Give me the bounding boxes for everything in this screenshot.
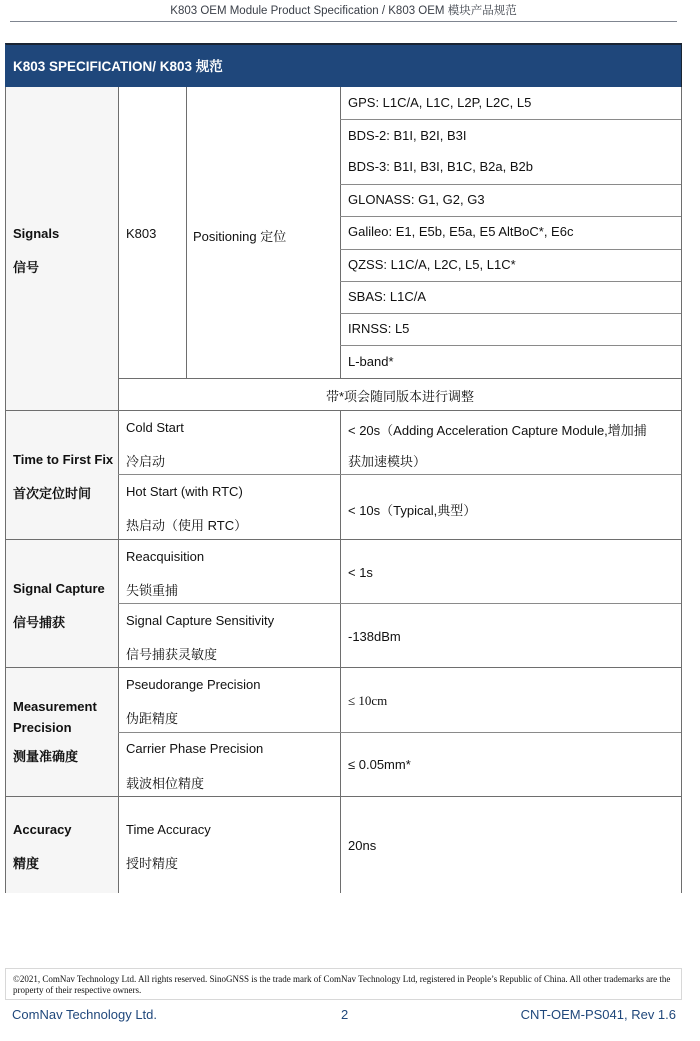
ttff-category-zh: 首次定位时间 [13, 486, 92, 501]
accuracy-category-en: Accuracy [13, 822, 72, 837]
section-divider [5, 410, 682, 411]
reacq-value: < 1s [348, 565, 373, 580]
reacq-label-en: Reacquisition [126, 549, 205, 564]
signals-function: Positioning 定位 [193, 229, 287, 244]
hline [340, 119, 681, 120]
footer-page-number: 2 [341, 1007, 349, 1022]
table-title-bar [5, 43, 682, 87]
page-header [10, 0, 677, 22]
disclaimer-text: ©2021, ComNav Technology Ltd. All rights reserved. SinoGNSS is the trade mark of ComNav Technology Ltd, registered in People’s Republic of China. All other trademarks are the property of their respective owners. [13, 974, 671, 995]
sensitivity-label-en: Signal Capture Sensitivity [126, 613, 275, 628]
divider-col3-signals [340, 87, 341, 378]
cold-start-label-en: Cold Start [126, 420, 184, 435]
time-accuracy-label-zh: 授时精度 [126, 856, 179, 871]
pseudorange-label-zh: 伪距精度 [126, 711, 179, 726]
time-accuracy-value: 20ns [348, 838, 377, 853]
footer-doc-id: CNT-OEM-PS041, Rev 1.6 [520, 1007, 676, 1022]
hot-start-label-zh: 热启动（使用 RTC） [126, 518, 248, 533]
cold-start-value-line2: 获加速模块） [348, 454, 427, 469]
sensitivity-value: -138dBm [348, 629, 401, 644]
capture-category-zh: 信号捕获 [13, 615, 66, 630]
page-header-title: K803 OEM Module Product Specification / K803 OEM 模块产品规范 [170, 5, 517, 17]
signals-model: K803 [126, 226, 157, 241]
signal-item-glonass: GLONASS: G1, G2, G3 [348, 192, 485, 207]
signals-note: 带*项会随同版本进行调整 [325, 389, 475, 404]
hline [118, 378, 681, 379]
signals-category-zh: 信号 [13, 260, 40, 275]
carrier-label-zh: 载波相位精度 [126, 776, 205, 791]
pseudorange-label-en: Pseudorange Precision [126, 677, 261, 692]
pseudorange-value: ≤ 10cm [348, 693, 388, 708]
border-right [681, 87, 682, 893]
capture-category-en: Signal Capture [13, 581, 105, 596]
signal-item-gps: GPS: L1C/A, L1C, L2P, L2C, L5 [348, 95, 532, 110]
signal-item-lband: L-band* [348, 354, 394, 369]
border-left [5, 87, 6, 893]
cold-start-value-line1: < 20s（Adding Acceleration Capture Module,增加捕 [348, 423, 647, 438]
cold-start-label-zh: 冷启动 [126, 454, 166, 469]
ttff-category-en: Time to First Fix [13, 452, 114, 467]
precision-category-en-2: Precision [13, 720, 72, 735]
hline [340, 345, 681, 346]
time-accuracy-label-en: Time Accuracy [126, 822, 211, 837]
page-footer [12, 1003, 676, 1025]
carrier-label-en: Carrier Phase Precision [126, 741, 264, 756]
hline [340, 216, 681, 217]
precision-category-en-1: Measurement [13, 699, 97, 714]
section-divider [5, 796, 682, 797]
signal-item-irnss: IRNSS: L5 [348, 321, 410, 336]
signals-category-en: Signals [13, 226, 60, 241]
accuracy-category-zh: 精度 [13, 856, 40, 871]
section-divider [5, 539, 682, 540]
signal-item-bds3: BDS-3: B1I, B3I, B1C, B2a, B2b [348, 159, 533, 174]
hline [118, 474, 681, 475]
carrier-value: ≤ 0.05mm* [348, 757, 411, 772]
hline [340, 313, 681, 314]
signal-item-bds2: BDS-2: B1I, B2I, B3I [348, 128, 467, 143]
section-divider [5, 667, 682, 668]
footer-company: ComNav Technology Ltd. [12, 1007, 158, 1022]
precision-category-zh: 测量准确度 [13, 749, 79, 764]
divider-col1 [118, 87, 119, 893]
sensitivity-label-zh: 信号捕获灵敏度 [126, 647, 218, 662]
hline [118, 732, 681, 733]
table-title: K803 SPECIFICATION/ K803 规范 [13, 59, 223, 74]
signal-item-galileo: Galileo: E1, E5b, E5a, E5 AltBoC*, E6c [348, 224, 574, 239]
hline [340, 249, 681, 250]
signal-item-qzss: QZSS: L1C/A, L2C, L5, L1C* [348, 257, 516, 272]
hline [118, 603, 681, 604]
copyright-disclaimer [5, 968, 682, 1000]
signal-item-sbas: SBAS: L1C/A [348, 289, 427, 304]
hot-start-label-en: Hot Start (with RTC) [126, 484, 243, 499]
hline [340, 184, 681, 185]
hline [340, 281, 681, 282]
spec-grid [5, 87, 682, 893]
hot-start-value: < 10s（Typical,典型） [348, 503, 477, 518]
reacq-label-zh: 失锁重捕 [126, 583, 179, 598]
divider-col2 [186, 87, 187, 378]
divider-col3 [340, 410, 341, 893]
spec-table [5, 43, 682, 893]
